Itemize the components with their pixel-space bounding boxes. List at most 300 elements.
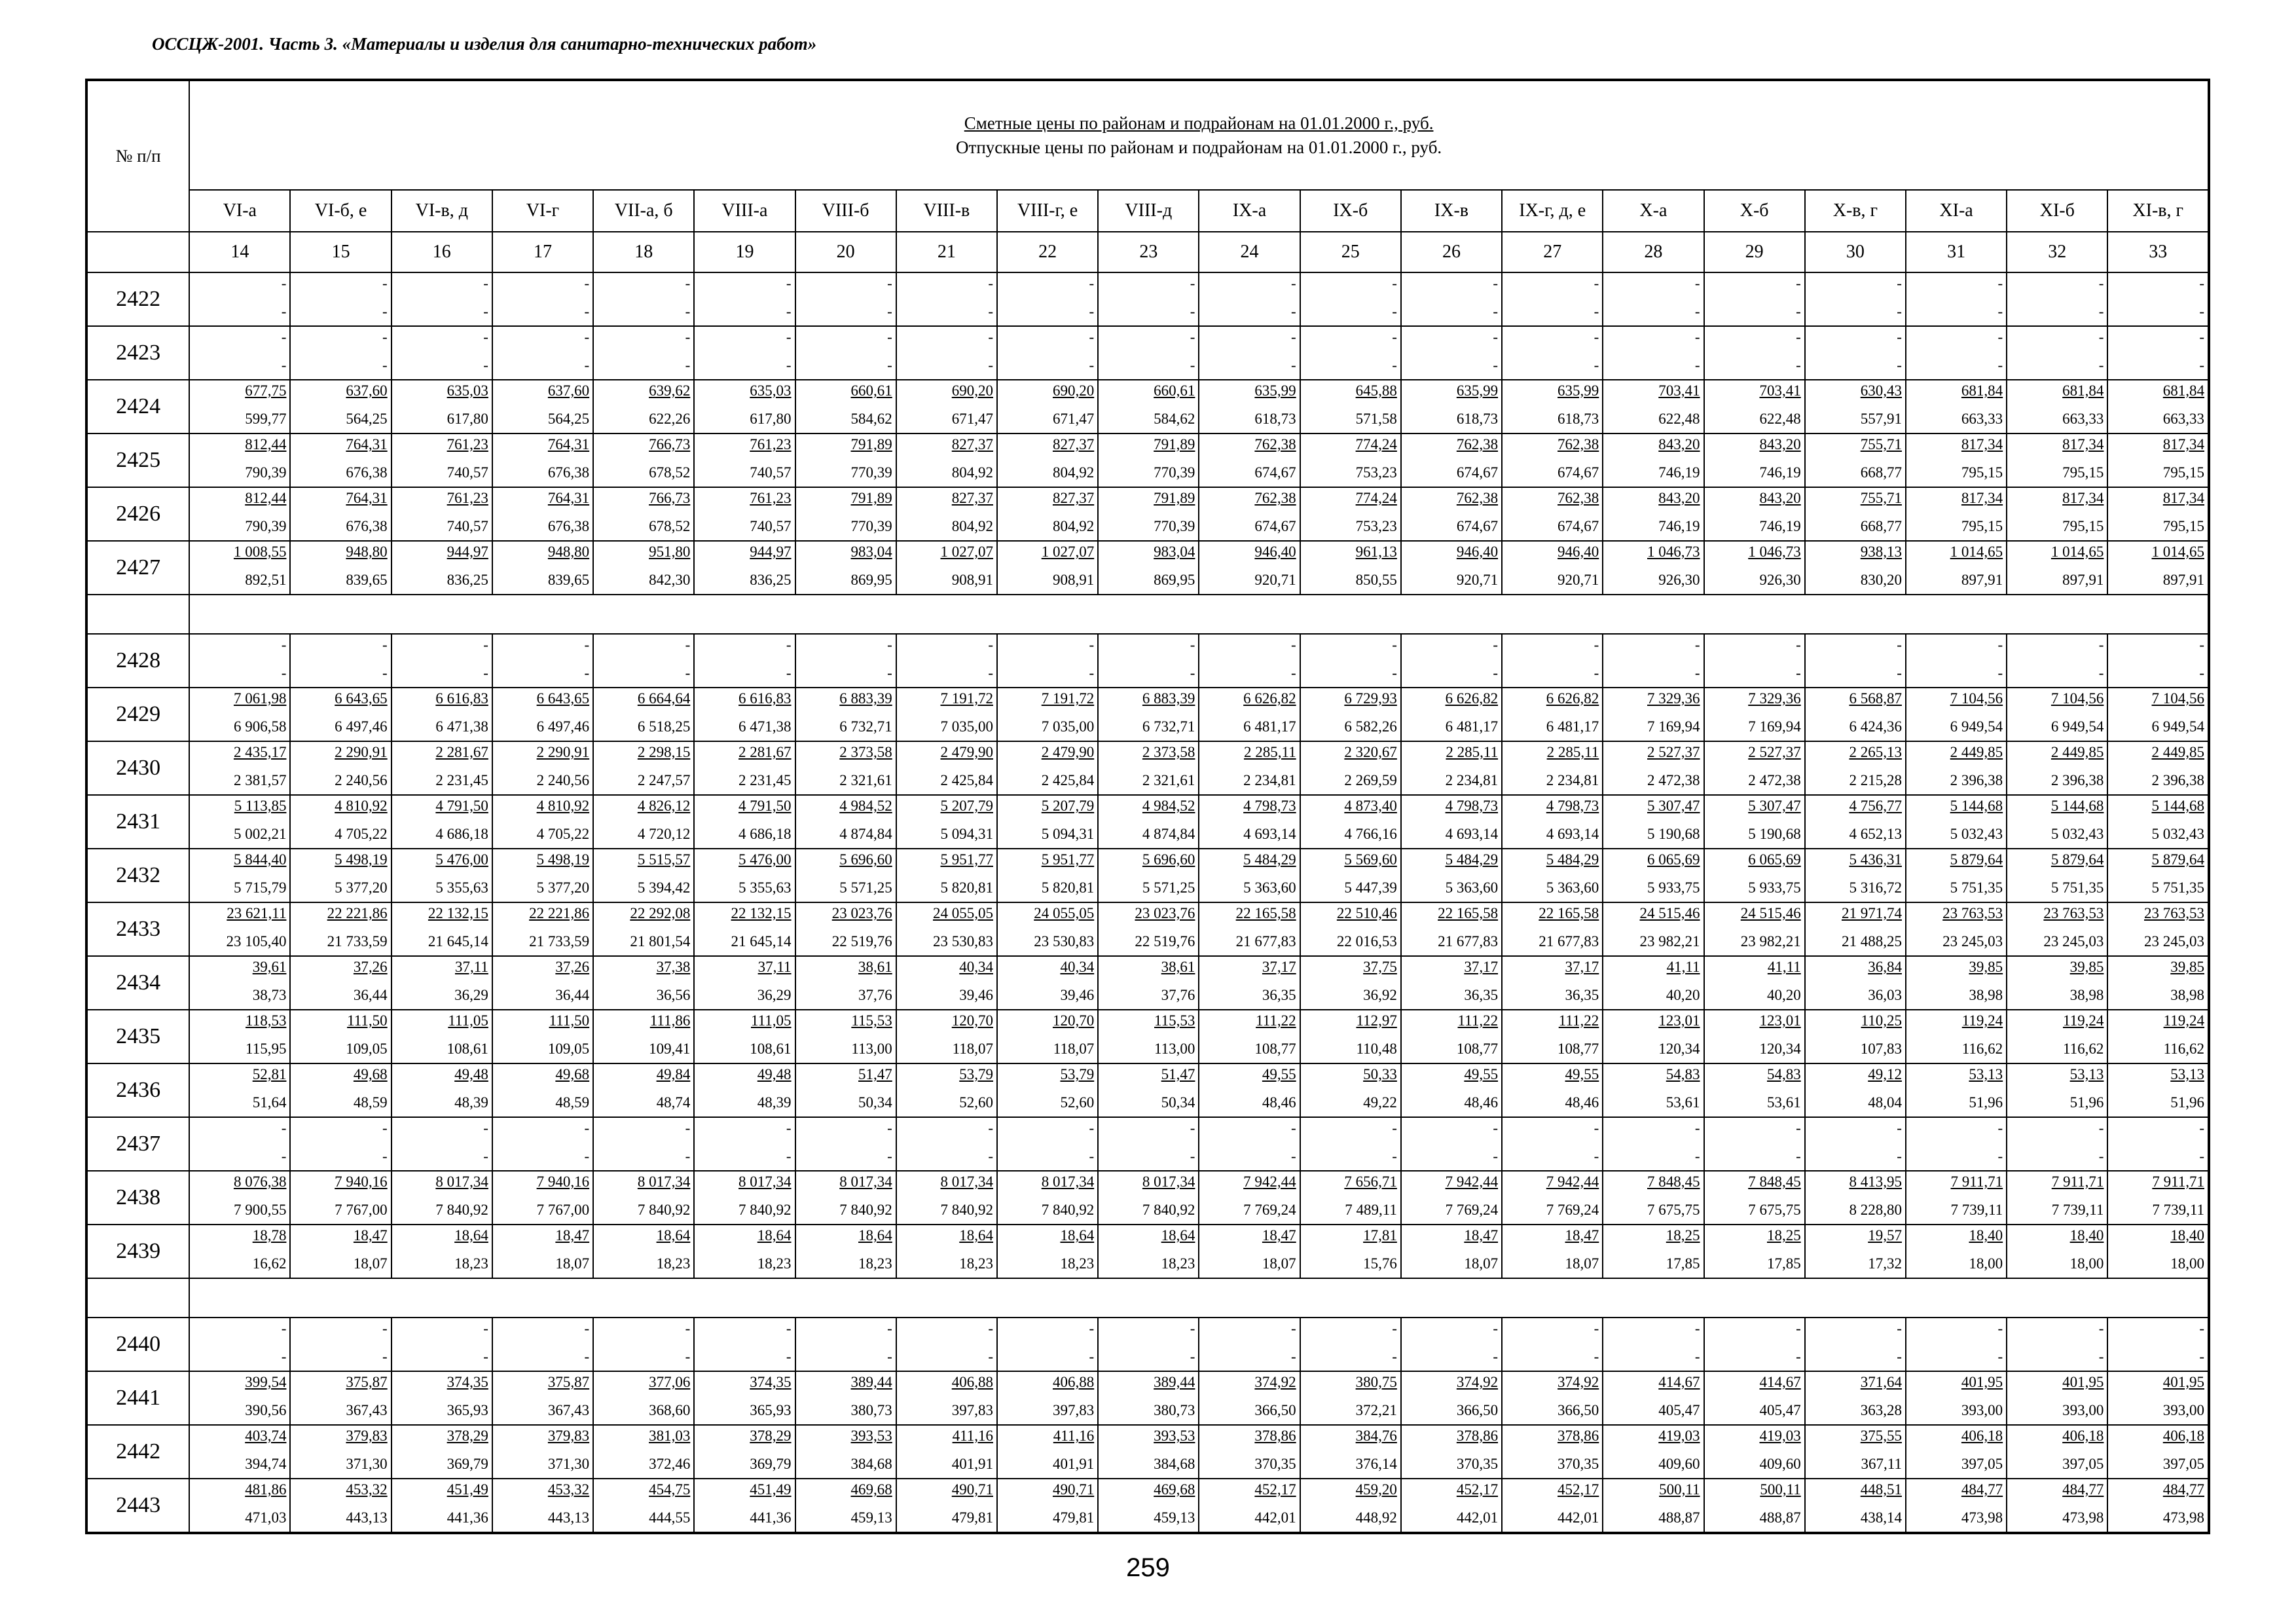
price-cell: [290, 1479, 391, 1533]
estimated-price: 119,24: [1961, 1012, 2003, 1029]
factory-price: 740,57: [446, 518, 488, 534]
estimated-price: 18,64: [858, 1227, 892, 1244]
estimated-price: 24 055,05: [932, 905, 993, 921]
price-cell: [997, 541, 1098, 595]
price-cell: [492, 741, 593, 795]
price-cell: [1704, 1117, 1805, 1171]
price-cell: [593, 326, 694, 380]
estimated-price: 5 144,68: [1950, 798, 2003, 814]
factory-price: 6 497,46: [335, 718, 388, 735]
factory-price: 473,98: [1961, 1509, 2003, 1526]
price-cell: [1805, 272, 1906, 326]
factory-price-dash: -: [1997, 665, 2003, 681]
factory-price-dash: -: [1493, 303, 1499, 320]
factory-price: 459,13: [850, 1509, 892, 1526]
price-cell: [2107, 272, 2209, 326]
factory-price: 622,48: [1759, 411, 1801, 427]
factory-price: 5 190,68: [1647, 826, 1700, 842]
factory-price: 926,30: [1658, 572, 1700, 588]
price-cell: [2007, 902, 2107, 956]
row-number: 2423: [86, 326, 189, 380]
estimated-price: 23 763,53: [2043, 905, 2104, 921]
price-cell: [694, 1063, 795, 1117]
factory-price: 488,87: [1658, 1509, 1700, 1526]
estimated-price: 637,60: [346, 382, 388, 399]
region-header: VI-а: [189, 190, 290, 232]
estimated-price: 53,13: [2170, 1066, 2204, 1082]
separator-cell: [86, 595, 189, 634]
column-number: 33: [2107, 232, 2209, 272]
price-cell: [795, 1171, 896, 1225]
factory-price: 36,35: [1262, 987, 1296, 1003]
price-cell: [896, 272, 997, 326]
factory-price: 52,60: [1060, 1094, 1095, 1111]
factory-price: 4 693,14: [1546, 826, 1599, 842]
price-cell: [1199, 741, 1300, 795]
factory-price: 674,67: [1456, 464, 1499, 481]
factory-price: 36,29: [757, 987, 792, 1003]
column-number: 28: [1603, 232, 1704, 272]
estimated-price: 24 055,05: [1034, 905, 1095, 921]
price-cell: [997, 1117, 1098, 1171]
factory-price-dash: -: [584, 357, 590, 373]
factory-price: 836,25: [446, 572, 488, 588]
factory-price: 18,07: [353, 1255, 388, 1272]
price-cell: [1502, 1479, 1603, 1533]
price-cell: [997, 1225, 1098, 1278]
estimated-price: 49,48: [454, 1066, 488, 1082]
factory-price-dash: -: [281, 1348, 287, 1365]
price-cell: [392, 1371, 492, 1425]
estimated-price: 378,29: [750, 1428, 792, 1444]
factory-price-dash: -: [1493, 1348, 1499, 1365]
price-cell: [896, 1425, 997, 1479]
region-header: VI-г: [492, 190, 593, 232]
estimated-price: 6 883,39: [1142, 690, 1195, 707]
factory-price: 443,13: [547, 1509, 590, 1526]
table-row: [86, 1117, 2209, 1171]
price-cell: [593, 1425, 694, 1479]
estimated-price: 5 879,64: [1950, 851, 2003, 868]
price-cell: [593, 741, 694, 795]
factory-price: 369,79: [750, 1456, 792, 1472]
factory-price: 618,73: [1456, 411, 1499, 427]
factory-price-dash: -: [1493, 1148, 1499, 1164]
estimated-price: 755,71: [1860, 490, 1902, 506]
price-cell: [694, 1225, 795, 1278]
estimated-price-dash: -: [1594, 275, 1599, 291]
estimated-price: 374,35: [750, 1374, 792, 1390]
estimated-price: 111,22: [1457, 1012, 1499, 1029]
factory-price: 2 396,38: [2050, 772, 2104, 788]
price-cell: [1906, 1479, 2007, 1533]
estimated-price: 401,95: [2062, 1374, 2104, 1390]
price-cell: [1199, 634, 1300, 688]
factory-price: 850,55: [1355, 572, 1397, 588]
factory-price: 7 767,00: [335, 1202, 388, 1218]
factory-price-dash: -: [887, 665, 892, 681]
estimated-price: 411,16: [1053, 1428, 1095, 1444]
price-cell: [492, 1225, 593, 1278]
price-cell: [392, 634, 492, 688]
estimated-price-dash: -: [2098, 637, 2104, 653]
factory-price: 473,98: [2162, 1509, 2204, 1526]
estimated-price-dash: -: [685, 1120, 691, 1136]
estimated-price-dash: -: [2098, 275, 2104, 291]
estimated-price: 54,83: [1666, 1066, 1700, 1082]
price-cell: [997, 434, 1098, 487]
price-cell: [1300, 1371, 1401, 1425]
factory-price: 52,60: [959, 1094, 993, 1111]
table-row: [86, 487, 2209, 541]
estimated-price: 39,61: [252, 959, 287, 975]
price-cell: [1098, 795, 1199, 849]
factory-price: 442,01: [1558, 1509, 1599, 1526]
factory-price: 51,96: [2170, 1094, 2204, 1111]
price-cell: [1300, 1171, 1401, 1225]
price-cell: [189, 380, 290, 434]
estimated-price-dash: -: [1392, 637, 1397, 653]
estimated-price: 4 756,77: [1849, 798, 1902, 814]
estimated-price: 6 626,82: [1243, 690, 1296, 707]
price-cell: [795, 326, 896, 380]
factory-price: 393,00: [1961, 1402, 2003, 1418]
factory-price: 674,67: [1456, 518, 1499, 534]
price-cell: [2107, 1425, 2209, 1479]
factory-price: 5 363,60: [1445, 879, 1499, 896]
estimated-price: 484,77: [2162, 1481, 2204, 1498]
factory-price: 376,14: [1355, 1456, 1397, 1472]
factory-price-dash: -: [988, 1148, 993, 1164]
estimated-price: 18,64: [454, 1227, 488, 1244]
factory-price: 676,38: [547, 518, 590, 534]
price-cell: [1704, 1171, 1805, 1225]
estimated-price-dash: -: [887, 1120, 892, 1136]
price-cell: [189, 1171, 290, 1225]
factory-price-dash: -: [988, 357, 993, 373]
estimated-price: 18,64: [1161, 1227, 1195, 1244]
estimated-price: 453,32: [346, 1481, 388, 1498]
factory-price-dash: -: [1694, 1348, 1700, 1365]
factory-price: 108,61: [446, 1041, 488, 1057]
price-cell: [1401, 956, 1502, 1010]
estimated-price-dash: -: [382, 1320, 388, 1337]
factory-price-dash: -: [281, 357, 287, 373]
factory-price: 367,43: [346, 1402, 388, 1418]
price-cell: [392, 1063, 492, 1117]
price-cell: [492, 326, 593, 380]
estimated-price: 4 791,50: [435, 798, 488, 814]
price-cell: [1906, 1425, 2007, 1479]
column-number-empty: [86, 232, 189, 272]
column-number: 19: [694, 232, 795, 272]
factory-price: 401,91: [951, 1456, 993, 1472]
estimated-price: 406,18: [2162, 1428, 2204, 1444]
price-cell: [2007, 380, 2107, 434]
factory-price: 908,91: [1052, 572, 1095, 588]
estimated-price: 2 373,58: [839, 744, 892, 760]
price-cell: [1502, 1318, 1603, 1371]
price-cell: [1906, 956, 2007, 1010]
price-cell: [1300, 634, 1401, 688]
price-cell: [997, 1479, 1098, 1533]
price-cell: [1805, 380, 1906, 434]
factory-price: 674,67: [1254, 464, 1296, 481]
price-cell: [593, 434, 694, 487]
estimated-price-dash: -: [988, 637, 993, 653]
factory-price: 405,47: [1759, 1402, 1801, 1418]
estimated-price-dash: -: [483, 1120, 488, 1136]
estimated-price-dash: -: [1796, 1120, 1801, 1136]
estimated-price-dash: -: [2199, 329, 2204, 345]
factory-price: 21 645,14: [731, 933, 792, 950]
factory-price: 7 840,92: [738, 1202, 792, 1218]
estimated-price-dash: -: [483, 275, 488, 291]
price-cell: [1401, 1171, 1502, 1225]
estimated-price: 23 763,53: [2144, 905, 2204, 921]
price-cell: [1401, 1063, 1502, 1117]
region-header: X-в, г: [1805, 190, 1906, 232]
price-cell: [896, 1117, 997, 1171]
estimated-price: 22 165,58: [1235, 905, 1296, 921]
factory-price: 617,80: [446, 411, 488, 427]
estimated-price-dash: -: [1694, 1120, 1700, 1136]
price-cell: [1300, 902, 1401, 956]
price-cell: [2107, 487, 2209, 541]
estimated-price: 111,86: [649, 1012, 691, 1029]
region-header: IX-г, д, е: [1502, 190, 1603, 232]
price-cell: [1098, 1318, 1199, 1371]
factory-price: 384,68: [1154, 1456, 1195, 1472]
price-cell: [290, 434, 391, 487]
factory-price: 372,46: [649, 1456, 691, 1472]
table-row: [86, 902, 2209, 956]
factory-price: 6 732,71: [1142, 718, 1195, 735]
estimated-price: 419,03: [1759, 1428, 1801, 1444]
price-cell: [1805, 902, 1906, 956]
factory-price-dash: -: [1290, 303, 1296, 320]
price-table-body: [86, 80, 2209, 1533]
factory-price: 116,62: [2062, 1041, 2104, 1057]
estimated-price: 5 498,19: [335, 851, 388, 868]
estimated-price: 37,17: [1464, 959, 1499, 975]
row-number: 2441: [86, 1371, 189, 1425]
price-cell: [1603, 741, 1704, 795]
factory-price: 21 733,59: [327, 933, 388, 950]
price-cell: [1199, 795, 1300, 849]
estimated-price: 484,77: [2062, 1481, 2104, 1498]
price-cell: [1603, 634, 1704, 688]
factory-price: 409,60: [1658, 1456, 1700, 1472]
factory-price: 370,35: [1254, 1456, 1296, 1472]
price-cell: [1704, 741, 1805, 795]
price-cell: [1502, 380, 1603, 434]
price-cell: [1401, 487, 1502, 541]
price-cell: [1906, 380, 2007, 434]
factory-price: 21 801,54: [630, 933, 691, 950]
estimated-price: 2 298,15: [637, 744, 691, 760]
factory-price-dash: -: [1694, 665, 1700, 681]
estimated-price: 414,67: [1759, 1374, 1801, 1390]
estimated-price: 761,23: [750, 436, 792, 452]
price-cell: [1704, 1425, 1805, 1479]
estimated-price: 18,40: [2170, 1227, 2204, 1244]
factory-price: 678,52: [649, 518, 691, 534]
estimated-price-dash: -: [1694, 329, 1700, 345]
region-header: VIII-д: [1098, 190, 1199, 232]
estimated-price: 2 373,58: [1142, 744, 1195, 760]
estimated-price: 52,81: [252, 1066, 287, 1082]
factory-price: 21 733,59: [529, 933, 590, 950]
price-cell: [1300, 434, 1401, 487]
estimated-price-dash: -: [1594, 1120, 1599, 1136]
price-cell: [1300, 541, 1401, 595]
factory-price-dash: -: [1897, 303, 1902, 320]
factory-price: 2 381,57: [233, 772, 287, 788]
column-number: 27: [1502, 232, 1603, 272]
factory-price-dash: -: [1089, 1348, 1095, 1365]
estimated-price-dash: -: [281, 637, 287, 653]
factory-price: 4 705,22: [536, 826, 590, 842]
estimated-price-dash: -: [382, 275, 388, 291]
factory-price: 23 245,03: [2144, 933, 2204, 950]
price-cell: [593, 1318, 694, 1371]
factory-price-dash: -: [2199, 1148, 2204, 1164]
factory-price: 2 234,81: [1445, 772, 1499, 788]
estimated-price: 24 515,46: [1740, 905, 1801, 921]
price-cell: [795, 380, 896, 434]
factory-price: 7 840,92: [839, 1202, 892, 1218]
region-header: VIII-г, е: [997, 190, 1098, 232]
estimated-price: 111,50: [549, 1012, 590, 1029]
estimated-price: 6 643,65: [536, 690, 590, 707]
price-cell: [1300, 272, 1401, 326]
factory-price-dash: -: [988, 1348, 993, 1365]
estimated-price: 379,83: [346, 1428, 388, 1444]
estimated-price: 2 479,90: [940, 744, 993, 760]
estimated-price-dash: -: [281, 329, 287, 345]
price-cell: [1300, 1318, 1401, 1371]
price-cell: [1906, 1225, 2007, 1278]
price-cell: [593, 795, 694, 849]
price-cell: [694, 956, 795, 1010]
price-cell: [1502, 902, 1603, 956]
price-cell: [1502, 541, 1603, 595]
factory-price: 4 693,14: [1243, 826, 1296, 842]
table-row: [86, 1063, 2209, 1117]
estimated-price-dash: -: [584, 329, 590, 345]
table-row: [86, 1225, 2209, 1278]
factory-price-dash: -: [887, 1148, 892, 1164]
factory-price-dash: -: [2199, 303, 2204, 320]
estimated-price: 22 132,15: [731, 905, 792, 921]
factory-price: 18,23: [1060, 1255, 1095, 1272]
estimated-price: 5 113,85: [234, 798, 287, 814]
estimated-price: 123,01: [1759, 1012, 1801, 1029]
estimated-price-dash: -: [1897, 1120, 1902, 1136]
estimated-price: 8 017,34: [435, 1173, 488, 1190]
estimated-price: 681,84: [1961, 382, 2003, 399]
estimated-price-dash: -: [382, 1120, 388, 1136]
factory-price-dash: -: [1089, 357, 1095, 373]
price-cell: [593, 634, 694, 688]
factory-price-dash: -: [281, 665, 287, 681]
estimated-price: 6 568,87: [1849, 690, 1902, 707]
price-cell: [1603, 1225, 1704, 1278]
estimated-price: 764,31: [346, 490, 388, 506]
estimated-price: 378,29: [446, 1428, 488, 1444]
price-cell: [896, 902, 997, 956]
factory-price: 8 228,80: [1849, 1202, 1902, 1218]
factory-price: 53,61: [1766, 1094, 1801, 1111]
row-number: 2434: [86, 956, 189, 1010]
price-cell: [1098, 1117, 1199, 1171]
factory-price-dash: -: [1997, 1348, 2003, 1365]
price-cell: [1704, 272, 1805, 326]
estimated-price: 5 569,60: [1344, 851, 1397, 868]
price-cell: [593, 272, 694, 326]
estimated-price: 22 221,86: [529, 905, 590, 921]
factory-price-dash: -: [1392, 1148, 1397, 1164]
estimated-price: 37,11: [757, 959, 792, 975]
estimated-price: 36,84: [1868, 959, 1902, 975]
factory-price: 23 530,83: [932, 933, 993, 950]
factory-price-dash: -: [1897, 1348, 1902, 1365]
price-cell: [1502, 272, 1603, 326]
factory-price: 5 933,75: [1748, 879, 1801, 896]
factory-price: 676,38: [547, 464, 590, 481]
table-row: [86, 956, 2209, 1010]
estimated-price-dash: -: [281, 1320, 287, 1337]
row-number: 2437: [86, 1117, 189, 1171]
estimated-price-dash: -: [1897, 1320, 1902, 1337]
estimated-price: 379,83: [547, 1428, 590, 1444]
factory-price: 18,23: [959, 1255, 993, 1272]
factory-price: 7 675,75: [1748, 1202, 1801, 1218]
estimated-price: 7 191,72: [1041, 690, 1095, 707]
price-cell: [290, 541, 391, 595]
row-number: 2430: [86, 741, 189, 795]
factory-price: 39,46: [1060, 987, 1095, 1003]
price-cell: [1098, 741, 1199, 795]
price-cell: [290, 741, 391, 795]
factory-price: 6 732,71: [839, 718, 892, 735]
price-cell: [1098, 1425, 1199, 1479]
factory-price: 18,23: [757, 1255, 792, 1272]
price-cell: [2007, 326, 2107, 380]
factory-price-dash: -: [887, 1348, 892, 1365]
price-cell: [1502, 849, 1603, 902]
factory-price-dash: -: [1493, 665, 1499, 681]
price-cell: [290, 1063, 391, 1117]
factory-price: 557,91: [1860, 411, 1902, 427]
estimated-price-dash: -: [1392, 1120, 1397, 1136]
factory-price: 7 169,94: [1647, 718, 1700, 735]
estimated-price: 451,49: [446, 1481, 488, 1498]
price-cell: [1098, 688, 1199, 741]
separator-cell: [189, 595, 2209, 634]
price-cell: [1805, 1318, 1906, 1371]
factory-price: 795,15: [2162, 518, 2204, 534]
price-cell: [694, 487, 795, 541]
estimated-price: 40,34: [959, 959, 993, 975]
estimated-price: 5 436,31: [1849, 851, 1902, 868]
estimated-price: 2 285,11: [1546, 744, 1599, 760]
factory-price: 7 840,92: [1142, 1202, 1195, 1218]
factory-price-dash: -: [1897, 665, 1902, 681]
estimated-price: 403,74: [245, 1428, 287, 1444]
price-cell: [997, 1371, 1098, 1425]
